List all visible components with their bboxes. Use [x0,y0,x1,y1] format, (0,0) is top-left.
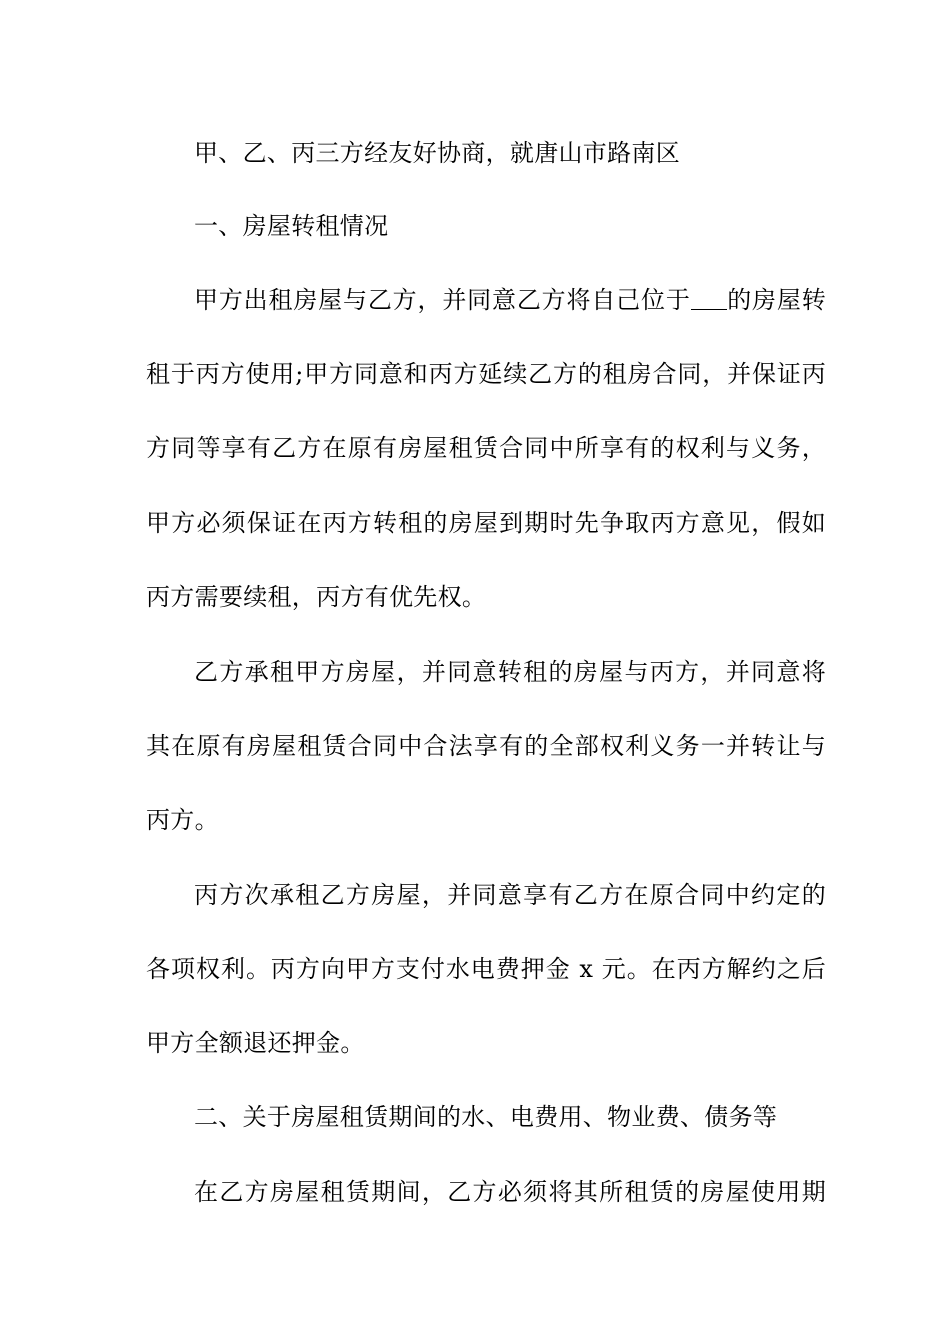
paragraph-line: 各项权利。丙方向甲方支付水电费押金 x 元。在丙方解约之后 [146,955,826,983]
paragraph-line: 丙方。 [146,806,219,834]
paragraph-line: 乙方承租甲方房屋，并同意转租的房屋与丙方，并同意将 [194,658,826,686]
paragraph-intro: 甲、乙、丙三方经友好协商，就唐山市路南区 [194,139,680,167]
paragraph-line: 方同等享有乙方在原有房屋租赁合同中所享有的权利与义务， [146,434,826,462]
paragraph-line [194,280,826,320]
paragraph-text: 的房屋转 [726,286,827,314]
paragraph-text: 甲方出租房屋与乙方，并同意乙方将自己位于 [194,286,691,314]
paragraph-line: 甲方必须保证在丙方转租的房屋到期时先争取丙方意见，假如 [146,509,826,537]
paragraph-line: 丙方次承租乙方房屋，并同意享有乙方在原合同中约定的 [194,881,826,909]
paragraph-line: 丙方需要续租，丙方有优先权。 [146,583,487,611]
section-heading-1: 一、房屋转租情况 [194,212,389,240]
paragraph-line: 甲方全额退还押金。 [146,1029,365,1057]
blank-field [691,287,727,310]
paragraph-line: 其在原有房屋租赁合同中合法享有的全部权利义务一并转让与 [146,732,826,760]
paragraph-line: 在乙方房屋租赁期间，乙方必须将其所租赁的房屋使用期 [194,1178,826,1206]
paragraph-line: 租于丙方使用;甲方同意和丙方延续乙方的租房合同，并保证丙 [146,360,826,388]
section-heading-2: 二、关于房屋租赁期间的水、电费用、物业费、债务等 [194,1103,778,1131]
